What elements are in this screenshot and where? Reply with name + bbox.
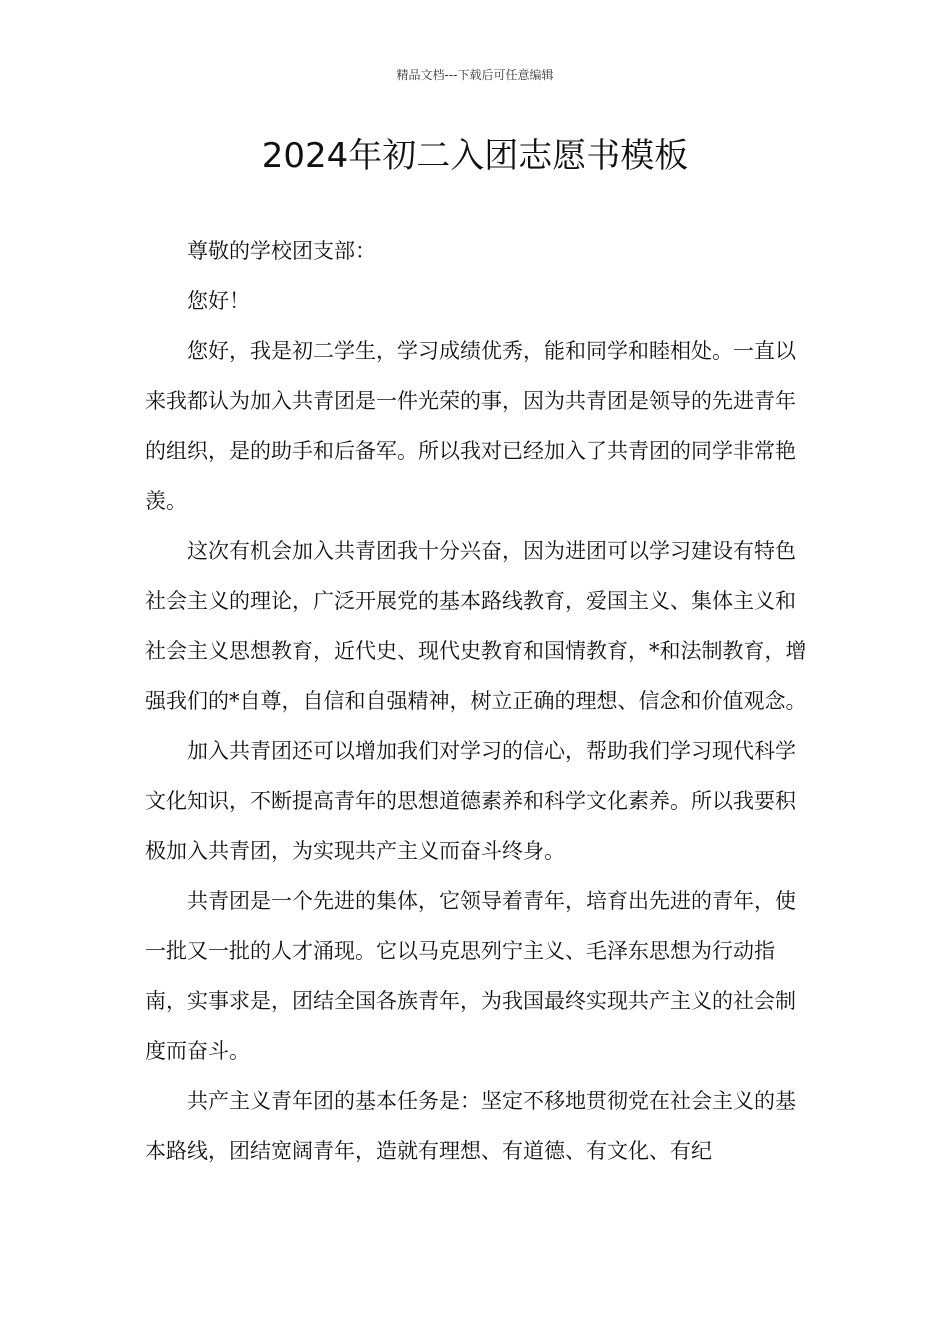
document-title: 2024年初二入团志愿书模板 bbox=[261, 136, 689, 176]
paragraph-2: 这次有机会加入共青团我十分兴奋，因为进团可以学习建设有特色社会主义的理论，广泛开展党的基本路线教育，爱国主义、集体主义和社会主义思想教育，近代史、现代史教育和国情教育，*和法制教育，增强我们的*自尊，自信和自强精神，树立正确的理想、信念和价值观念。 bbox=[145, 539, 807, 713]
paragraph-5: 共产主义青年团的基本任务是：坚定不移地贯彻党在社会主义的基本路线，团结宽阔青年，造就有理想、有道德、有文化、有纪 bbox=[145, 1089, 796, 1163]
header-note: 精品文档---下载后可任意编辑 bbox=[396, 68, 554, 82]
document-body bbox=[145, 226, 815, 1176]
paragraph-3: 加入共青团还可以增加我们对学习的信心，帮助我们学习现代科学文化知识，不断提高青年的思想道德素养和科学文化素养。所以我要积极加入共青团，为实现共产主义而奋斗终身。 bbox=[145, 739, 796, 863]
paragraph-1: 您好，我是初二学生，学习成绩优秀，能和同学和睦相处。一直以来我都认为加入共青团是一件光荣的事，因为共青团是领导的先进青年的组织，是的助手和后备军。所以我对已经加入了共青团的同学非常艳羡。 bbox=[145, 339, 796, 513]
greeting: 您好！ bbox=[187, 289, 250, 313]
paragraph-4: 共青团是一个先进的集体，它领导着青年，培育出先进的青年，使一批又一批的人才涌现。它以马克思列宁主义、毛泽东思想为行动指南，实事求是，团结全国各族青年，为我国最终实现共产主义的社会制度而奋斗。 bbox=[145, 889, 796, 1063]
salutation: 尊敬的学校团支部： bbox=[187, 239, 376, 263]
